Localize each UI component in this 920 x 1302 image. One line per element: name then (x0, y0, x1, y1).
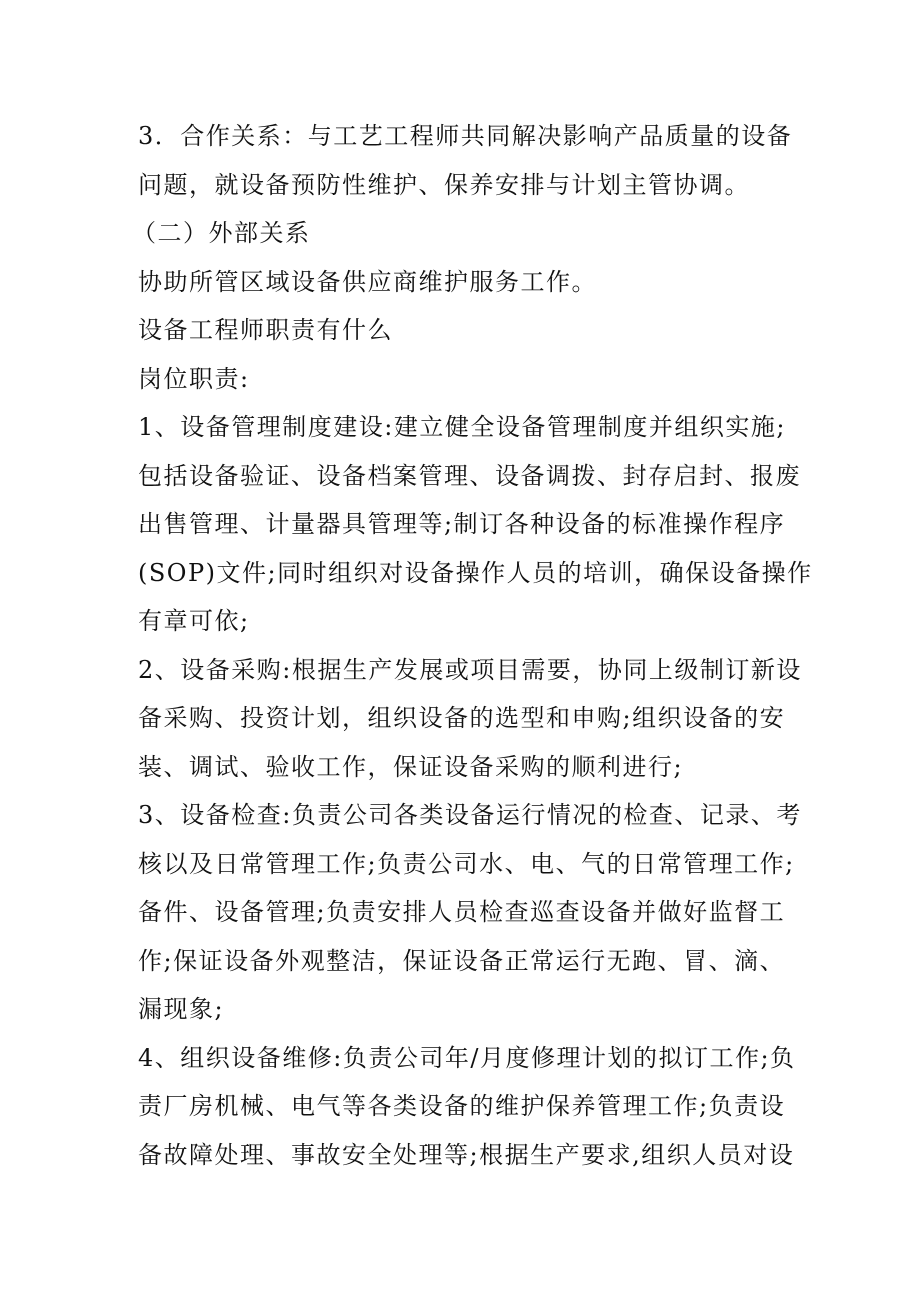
text-line: 作;保证设备外观整洁，保证设备正常运行无跑、冒、滴、 (138, 946, 786, 975)
text-line: 备采购、投资计划，组织设备的选型和申购;组织设备的安 (138, 704, 786, 732)
text-line: (SOP)文件;同时组织对设备操作人员的培训，确保设备操作 (138, 558, 813, 587)
text-line: 出售管理、计量器具管理等;制订各种设备的标准操作程序 (138, 510, 786, 538)
text-line: 2、设备采购:根据生产发展或项目需要，协同上级制订新设 (138, 655, 802, 684)
text-line: 1、设备管理制度建设:建立健全设备管理制度并组织实施; (138, 413, 786, 441)
text-line: 备故障处理、事故安全处理等;根据生产要求,组织人员对设 (138, 1140, 795, 1169)
section-subtitle: 岗位职责: (138, 364, 250, 393)
text-line: 核以及日常管理工作;负责公司水、电、气的日常管理工作; (138, 849, 795, 878)
text-line: 问题，就设备预防性维护、保养安排与计划主管协调。 (138, 170, 750, 199)
document-body (132, 112, 813, 1179)
text-line: 漏现象; (138, 995, 225, 1023)
text-line: 装、调试、验收工作，保证设备采购的顺利进行; (138, 752, 684, 781)
section-title: 设备工程师职责有什么 (138, 316, 393, 344)
text-line: 有章可依; (138, 607, 250, 635)
text-line: 协助所管区域设备供应商维护服务工作。 (138, 267, 597, 296)
text-line: 3．合作关系：与工艺工程师共同解决影响产品质量的设备 (138, 122, 793, 150)
text-line: 包括设备验证、设备档案管理、设备调拨、封存启封、报废 (138, 461, 801, 490)
section-heading: （二）外部关系 (132, 219, 311, 247)
text-line: 4、组织设备维修:负责公司年/月度修理计划的拟订工作;负 (138, 1043, 796, 1072)
text-line: 备件、设备管理;负责安排人员检查巡查设备并做好监督工 (138, 898, 786, 926)
text-line: 责厂房机械、电气等各类设备的维护保养管理工作;负责设 (138, 1092, 786, 1120)
text-line: 3、设备检查:负责公司各类设备运行情况的检查、记录、考 (138, 801, 802, 829)
